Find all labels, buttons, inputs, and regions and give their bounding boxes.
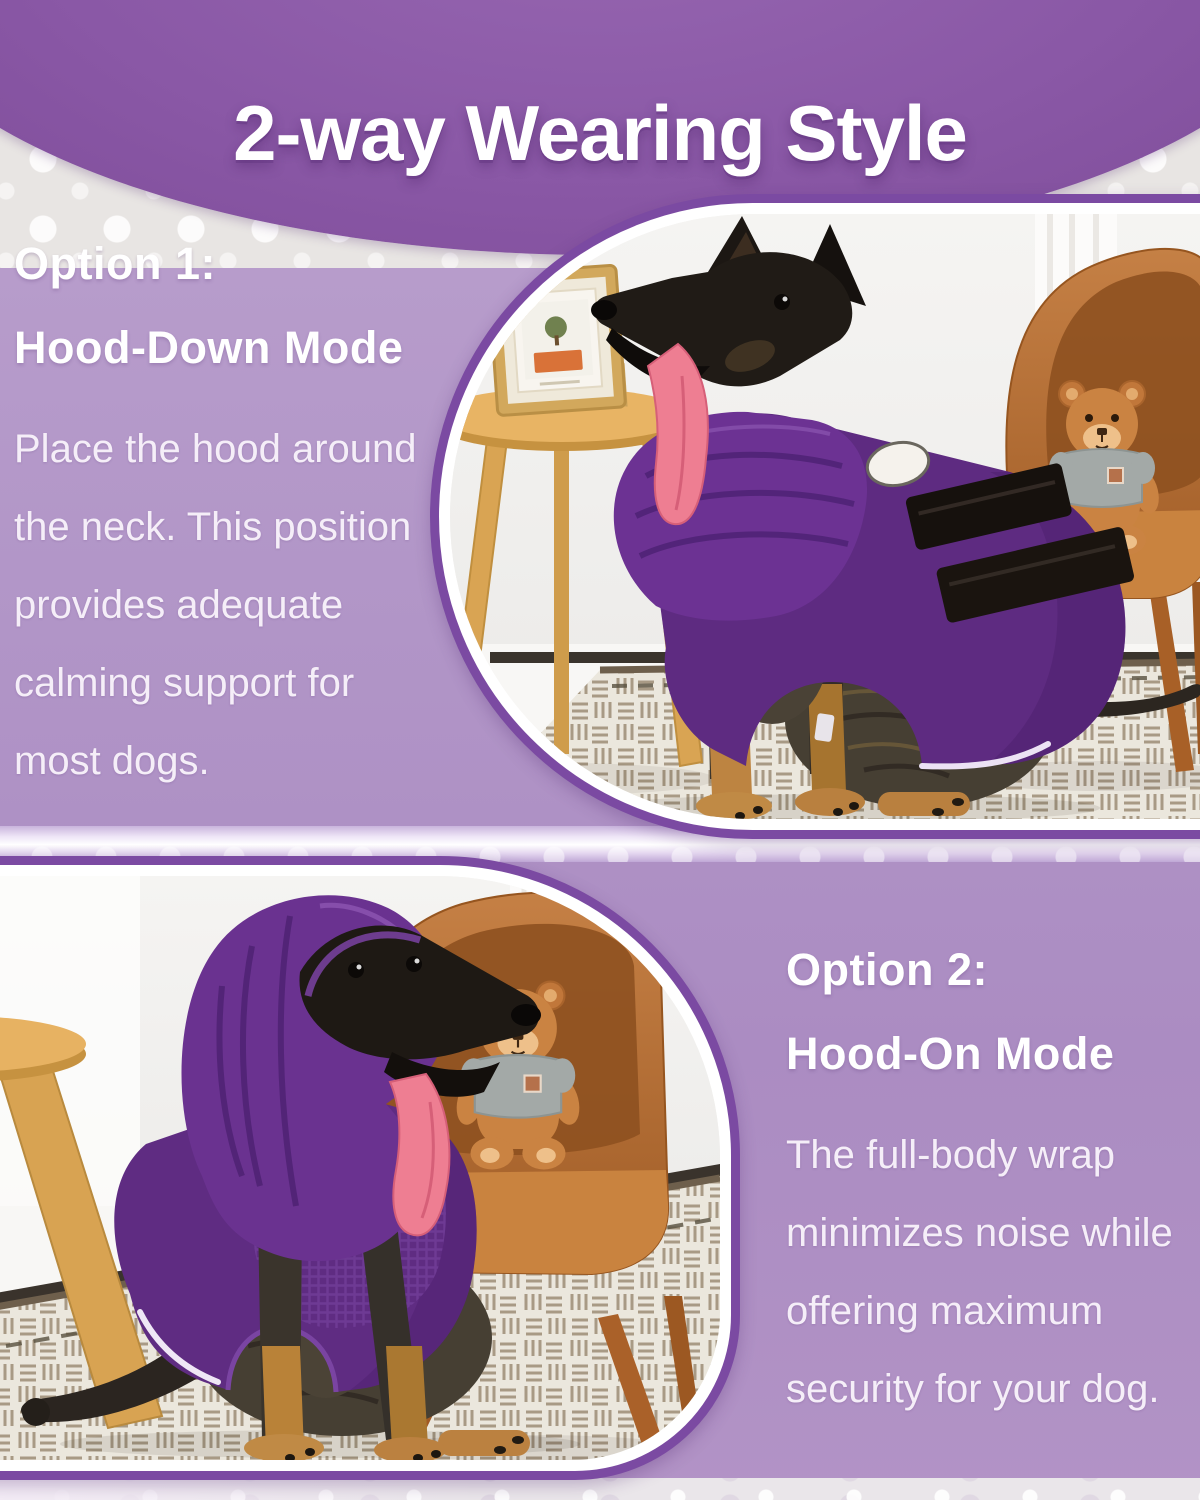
option1-line: the neck. This position [14,505,412,549]
dog-eye [774,294,790,310]
option1-line: provides adequate [14,583,344,627]
dog-nose [591,300,617,320]
dog-nose [511,1004,541,1026]
option1-line: most dogs. [14,739,210,783]
option2-line: security for your dog. [786,1367,1160,1411]
dog-eye [348,962,364,978]
option2-heading-line1: Option 2: [786,944,988,995]
option2-line: The full-body wrap [786,1133,1116,1177]
dotted-strip-bottom [0,1478,1200,1500]
option2-description [786,1116,1200,1428]
hood-down-scene [450,214,1200,819]
option2-line: offering maximum [786,1289,1104,1333]
option1-heading-line2: Hood-Down Mode [14,322,404,373]
teddy-shirt [475,1055,561,1118]
page-title: 2-way Wearing Style [233,89,967,178]
dog-eye [406,956,422,972]
hood-on-scene [0,876,720,1460]
option1-description [14,410,474,800]
photo-panel-hood-down [430,194,1200,839]
teddy-shirt [1062,449,1142,507]
hood-on-photo [0,876,720,1460]
photo-panel-hood-on [0,856,740,1480]
option1-text-block [14,222,474,800]
hood-down-photo [450,214,1200,819]
option1-heading-line1: Option 1: [14,238,216,289]
orange-art [534,350,583,373]
option2-text-block [786,928,1200,1428]
option2-line: minimizes noise while [786,1211,1173,1255]
option1-line: Place the hood around [14,427,417,471]
option2-heading-line2: Hood-On Mode [786,1028,1115,1079]
option1-line: calming support for [14,661,355,705]
